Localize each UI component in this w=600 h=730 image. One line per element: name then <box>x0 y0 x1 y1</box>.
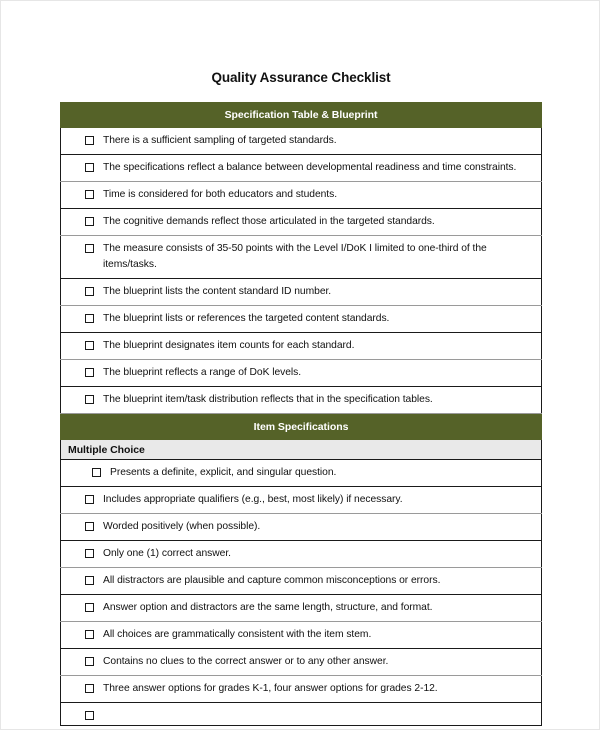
checklist-item-label: There is a sufficient sampling of targeted standards. <box>103 135 337 146</box>
checklist-item-label: The specifications reflect a balance between developmental readiness and time constraints. <box>103 162 517 173</box>
quality-assurance-checklist-table <box>60 102 542 726</box>
checkbox-icon[interactable] <box>85 163 94 172</box>
checklist-row-cell[interactable] <box>61 568 542 595</box>
checklist-row-cell[interactable] <box>61 460 542 487</box>
checklist-item-clipped[interactable] <box>61 708 533 720</box>
checkbox-icon[interactable] <box>85 244 94 253</box>
checklist-item[interactable] <box>61 284 533 300</box>
checklist-row[interactable] <box>61 236 542 279</box>
checkbox-icon[interactable] <box>85 711 94 720</box>
checklist-item-label: Includes appropriate qualifiers (e.g., best, most likely) if necessary. <box>103 494 403 505</box>
checklist-item-label: The blueprint lists or references the targeted content standards. <box>103 313 390 324</box>
checkbox-icon[interactable] <box>85 190 94 199</box>
checklist-item-label: The blueprint item/task distribution reflects that in the specification tables. <box>103 394 433 405</box>
checklist-row-cell[interactable] <box>61 649 542 676</box>
checklist-item-label: Answer option and distractors are the same length, structure, and format. <box>103 602 433 613</box>
checklist-row-cell[interactable] <box>61 333 542 360</box>
checklist-row-cell[interactable] <box>61 182 542 209</box>
checklist-row[interactable] <box>61 279 542 306</box>
checklist-row[interactable] <box>61 568 542 595</box>
checkbox-icon[interactable] <box>85 603 94 612</box>
checklist-row-cell[interactable] <box>61 360 542 387</box>
checklist-row[interactable] <box>61 306 542 333</box>
checkbox-icon[interactable] <box>85 630 94 639</box>
checklist-row[interactable] <box>61 387 542 414</box>
checkbox-icon[interactable] <box>85 522 94 531</box>
section-band-label: Item Specifications <box>61 414 542 441</box>
checklist-row[interactable] <box>61 155 542 182</box>
section-band-row <box>61 414 542 441</box>
checklist-row-cell[interactable] <box>61 514 542 541</box>
checkbox-icon[interactable] <box>85 217 94 226</box>
checklist-row-cell[interactable] <box>61 209 542 236</box>
checklist-row[interactable] <box>61 360 542 387</box>
checklist-item[interactable] <box>61 681 533 697</box>
checklist-row-cell[interactable] <box>61 155 542 182</box>
checklist-row-cell[interactable] <box>61 487 542 514</box>
checkbox-icon[interactable] <box>85 684 94 693</box>
checklist-item-label: The measure consists of 35-50 points with the Level I/DoK I limited to one-third of the items/tasks. <box>103 243 487 270</box>
checklist-item[interactable] <box>61 492 533 508</box>
checkbox-icon[interactable] <box>85 341 94 350</box>
checklist-item[interactable] <box>61 546 533 562</box>
checklist-item[interactable] <box>61 214 533 230</box>
checklist-row-cell[interactable] <box>61 306 542 333</box>
checklist-item-label: The blueprint designates item counts for each standard. <box>103 340 355 351</box>
checklist-item[interactable] <box>61 573 533 589</box>
checklist-row[interactable] <box>61 487 542 514</box>
checklist-row-cell[interactable] <box>61 541 542 568</box>
checklist-item-label: All choices are grammatically consistent with the item stem. <box>103 629 372 640</box>
checklist-row-cell[interactable] <box>61 279 542 306</box>
checkbox-icon[interactable] <box>92 468 101 477</box>
checkbox-icon[interactable] <box>85 495 94 504</box>
checkbox-icon[interactable] <box>85 549 94 558</box>
checkbox-icon[interactable] <box>85 576 94 585</box>
checklist-item[interactable] <box>61 392 533 408</box>
checklist-row[interactable] <box>61 676 542 703</box>
checklist-item[interactable] <box>61 311 533 327</box>
checklist-row[interactable] <box>61 333 542 360</box>
section-subheader-label: Multiple Choice <box>61 440 542 460</box>
section-band-row <box>61 102 542 128</box>
checklist-row[interactable] <box>61 622 542 649</box>
checkbox-icon[interactable] <box>85 395 94 404</box>
checklist-item[interactable] <box>61 654 533 670</box>
checklist-item[interactable] <box>61 519 533 535</box>
checklist-row-cell[interactable] <box>61 595 542 622</box>
checklist-item-label: Time is considered for both educators and students. <box>103 189 338 200</box>
checklist-item-label: All distractors are plausible and capture common misconceptions or errors. <box>103 575 441 586</box>
section-subheader-row <box>61 440 542 460</box>
checklist-row[interactable] <box>61 182 542 209</box>
checklist-row-cell-clipped[interactable] <box>61 703 542 726</box>
checklist-row-cell[interactable] <box>61 236 542 279</box>
checklist-item-label: The blueprint lists the content standard ID number. <box>103 286 332 297</box>
checklist-item[interactable] <box>61 160 533 176</box>
checklist-item[interactable] <box>61 241 533 273</box>
checklist-item[interactable] <box>61 465 533 481</box>
checklist-item[interactable] <box>61 600 533 616</box>
checklist-item-label: Three answer options for grades K-1, four answer options for grades 2-12. <box>103 683 438 694</box>
checklist-row-cell[interactable] <box>61 387 542 414</box>
checklist-row-clipped[interactable] <box>61 703 542 726</box>
checklist-row[interactable] <box>61 595 542 622</box>
checklist-item[interactable] <box>61 627 533 643</box>
checkbox-icon[interactable] <box>85 314 94 323</box>
checkbox-icon[interactable] <box>85 287 94 296</box>
checklist-row[interactable] <box>61 649 542 676</box>
checklist-item-label: Only one (1) correct answer. <box>103 548 231 559</box>
checklist-item[interactable] <box>61 338 533 354</box>
checklist-table-container <box>60 102 542 730</box>
page-title: Quality Assurance Checklist <box>211 70 391 85</box>
checkbox-icon[interactable] <box>85 136 94 145</box>
checklist-row[interactable] <box>61 209 542 236</box>
section-band-label: Specification Table & Blueprint <box>61 102 542 128</box>
checklist-item-label: Worded positively (when possible). <box>103 521 261 532</box>
checklist-row[interactable] <box>61 460 542 487</box>
checklist-item[interactable] <box>61 365 533 381</box>
checklist-row[interactable] <box>61 514 542 541</box>
checklist-item-label: The cognitive demands reflect those articulated in the targeted standards. <box>103 216 435 227</box>
checklist-item-label: Presents a definite, explicit, and singular question. <box>110 467 337 478</box>
checklist-item-label: Contains no clues to the correct answer or to any other answer. <box>103 656 389 667</box>
checklist-row-cell[interactable] <box>61 676 542 703</box>
checklist-body <box>61 102 542 726</box>
checklist-row[interactable] <box>61 128 542 155</box>
checklist-item-label: The blueprint reflects a range of DoK levels. <box>103 367 302 378</box>
checklist-row-cell[interactable] <box>61 128 542 155</box>
checklist-row[interactable] <box>61 541 542 568</box>
checklist-item[interactable] <box>61 133 533 149</box>
checklist-item[interactable] <box>61 187 533 203</box>
checklist-row-cell[interactable] <box>61 622 542 649</box>
checkbox-icon[interactable] <box>85 657 94 666</box>
checkbox-icon[interactable] <box>85 368 94 377</box>
